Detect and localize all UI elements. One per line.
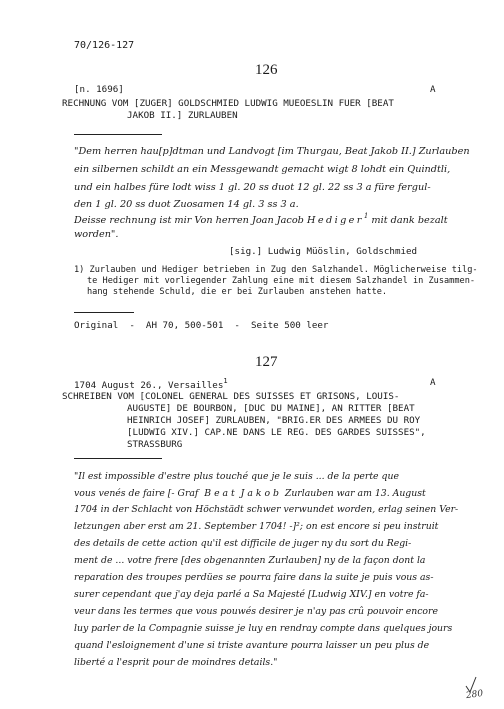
footnote-line: hang stehende Schuld, die er bei Zurlauben anstehen hatte.	[87, 287, 388, 297]
document-title-line: SCHREIBEN VOM [COLONEL GENERAL DES SUISSES ET GRISONS, LOUIS-	[62, 391, 400, 402]
document-title-line: RECHNUNG VOM [ZUGER] GOLDSCHMIED LUDWIG MUEOESLIN FUER [BEAT	[62, 98, 394, 109]
transcription-line: "Dem herren hau[p]dtman und Landvogt [im Thurgau, Beat Jakob II.] Zurlauben	[74, 146, 470, 157]
document-date	[74, 377, 228, 391]
transcription-line: quand l'esloignement d'une si triste avanture pourra laisser un peu plus de	[74, 640, 430, 651]
transcription-text: mit dank bezalt	[371, 215, 448, 226]
document-number-127: 127	[255, 354, 278, 370]
transcription-line: veur dans les termes que vous pouwés desirer je n'ay pas crû pouvoir encore	[74, 606, 438, 617]
transcription-line: ein silbernen schildt an ein Messgewandt gemacht wigt 8 lohdt ein Quindtli,	[74, 164, 451, 175]
separator-rule	[74, 134, 162, 135]
transcription-line: des details de cette action qu'il est difficile de juger ny du sort du Regi-	[74, 538, 412, 549]
document-title-line: JAKOB II.] ZURLAUBEN	[127, 110, 238, 121]
transcription-line: "Il est impossible d'estre plus touché que je le suis ... de la perte que	[74, 471, 399, 482]
spaced-name: Hediger	[306, 215, 364, 226]
separator-rule	[74, 458, 162, 459]
document-title-line: [LUDWIG XIV.] CAP.NE DANS LE REG. DES GARDES SUISSES",	[127, 427, 426, 438]
transcription-line: ment de ... votre frere [des obgenannten Zurlauben] ny de la façon dont la	[74, 555, 426, 566]
transcription-line: vous venés de faire [- Graf B e a t J a k o b Zurlauben war am 13. August	[74, 488, 426, 499]
footnote-marker: 1	[223, 377, 228, 385]
footnote-marker: 1	[363, 212, 369, 220]
archive-reference: 70/126-127	[74, 40, 135, 51]
transcription-line: reparation des troupes perdües se pourra faire dans la suite je puis vous as-	[74, 572, 434, 583]
document-title-line: STRASSBURG	[127, 439, 183, 450]
document-id: [n. 1696]	[74, 84, 124, 95]
document-title-line: HEINRICH JOSEF] ZURLAUBEN, "BRIG.ER DES ARMEES DU ROY	[127, 415, 421, 426]
footnote-line: 1) Zurlauben und Hediger betrieben in Zug den Salzhandel. Möglicherweise tilg-	[74, 265, 478, 275]
transcription-line: liberté a l'esprit pour de moindres details."	[74, 657, 278, 668]
transcription-line	[74, 212, 448, 226]
separator-rule	[74, 312, 134, 313]
document-number-126: 126	[255, 62, 278, 78]
document-date-text: 1704 August 26., Versailles	[74, 380, 224, 391]
document-class-letter: A	[430, 84, 436, 95]
transcription-line: surer cependant que j'ay deja parlé a Sa Majesté [Ludwig XIV.] en votre fa-	[74, 589, 429, 600]
signature: [sig.] Ludwig Müöslin, Goldschmied	[229, 246, 418, 257]
transcription-line: luy parler de la Compagnie suisse je luy en rendray compte dans quelques jours	[74, 623, 453, 634]
document-title-line: AUGUSTE] DE BOURBON, [DUC DU MAINE], AN RITTER [BEAT	[127, 403, 415, 414]
document-class-letter: A	[430, 377, 436, 388]
transcription-line: letzungen aber erst am 21. September 1704! -]²; on est encore si peu instruit	[74, 521, 439, 532]
original-source-note: Original - AH 70, 500-501 - Seite 500 leer	[74, 320, 329, 331]
handwritten-page-note: 280	[465, 688, 484, 702]
transcription-text: Deisse rechnung ist mir Von herren Joan Jacob	[74, 215, 304, 226]
transcription-line: und ein halbes füre lodt wiss 1 gl. 20 ss duot 12 gl. 22 ss 3 a füre fergul-	[74, 182, 431, 193]
transcription-line: worden".	[74, 229, 119, 240]
footnote-line: te Hediger mit vorliegender Zahlung eine mit diesem Salzhandel in Zusammen-	[87, 276, 476, 286]
transcription-line: den 1 gl. 20 ss duot Zuosamen 14 gl. 3 ss 3 a.	[74, 199, 299, 210]
transcription-line: 1704 in der Schlacht von Höchstädt schwer verwundet worden, erlag seinen Ver-	[74, 504, 459, 515]
